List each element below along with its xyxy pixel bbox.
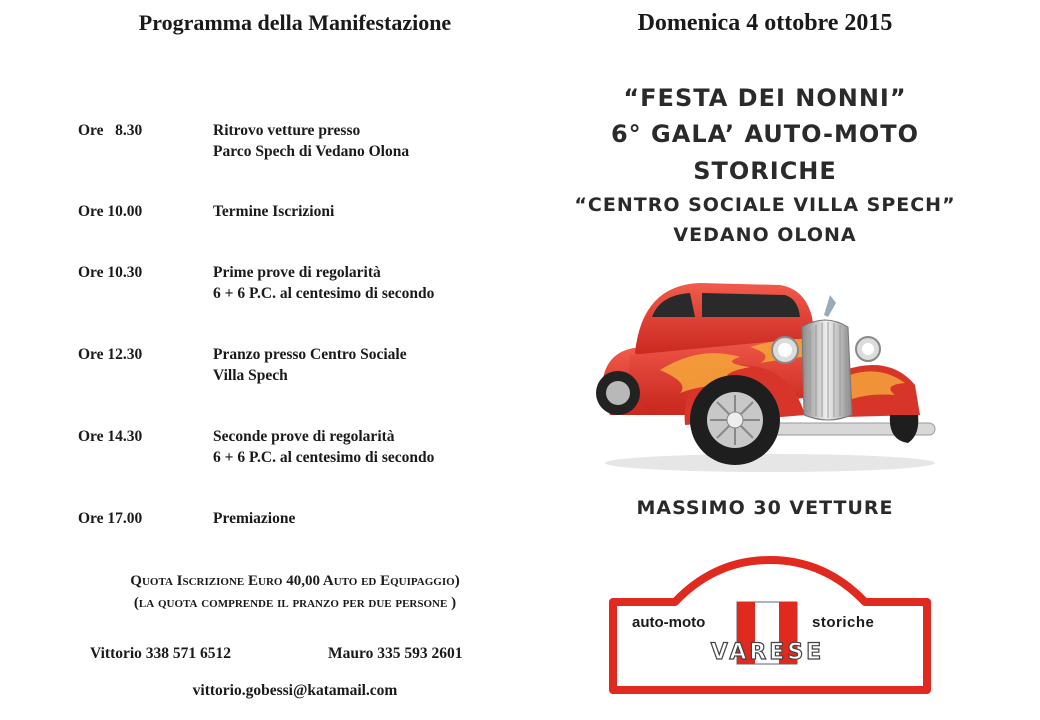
fee-includes-note: (la quota comprende il pranzo per due persone ) (133, 595, 457, 611)
title-line: “CENTRO SOCIALE VILLA SPECH” (574, 194, 956, 216)
schedule-line: Villa Spech (213, 367, 288, 384)
schedule-description (213, 344, 543, 386)
max-cars-notice: MASSIMO 30 VETTURE (636, 497, 894, 519)
vintage-car-illustration (590, 275, 940, 475)
contact-vittorio: Vittorio 338 571 6512 (90, 645, 232, 662)
contact-mauro: Mauro 335 593 2601 (328, 645, 463, 662)
schedule-description (213, 120, 543, 162)
title-line: 6° GALA’ AUTO-MOTO (610, 120, 920, 148)
schedule-line: Parco Spech di Vedano Olona (213, 143, 410, 160)
schedule-time: Ore 10.30 (78, 264, 143, 281)
event-title (540, 80, 990, 250)
schedule-line: Premiazione (213, 510, 296, 527)
title-line: VEDANO OLONA (673, 224, 857, 246)
schedule-line: 6 + 6 P.C. al centesimo di secondo (213, 285, 435, 302)
schedule-line: Prime prove di regolarità (213, 264, 381, 281)
logo-text-varese: VARESE (710, 640, 825, 665)
schedule-line: Seconde prove di regolarità (213, 428, 395, 445)
schedule-time: Ore 14.30 (78, 428, 143, 445)
schedule-time: Ore 10.00 (78, 203, 143, 220)
program-title: Programma della Manifestazione (138, 10, 452, 35)
schedule-description (213, 262, 543, 304)
schedule-description (213, 201, 543, 222)
title-line: STORICHE (693, 157, 837, 185)
schedule-line: 6 + 6 P.C. al centesimo di secondo (213, 449, 435, 466)
schedule-description (213, 508, 543, 529)
contact-email[interactable]: vittorio.gobessi@katamail.com (192, 682, 398, 699)
schedule-time: Ore 8.30 (78, 122, 143, 139)
logo-text-storiche: storiche (812, 614, 875, 631)
event-date: Domenica 4 ottobre 2015 (637, 10, 893, 36)
schedule-line: Pranzo presso Centro Sociale (213, 346, 407, 363)
logo-text-auto-moto: auto-moto (632, 614, 706, 631)
schedule-line: Termine Iscrizioni (213, 203, 335, 220)
schedule-line: Ritrovo vetture presso (213, 122, 361, 139)
schedule-time: Ore 17.00 (78, 510, 143, 527)
schedule-description (213, 426, 543, 468)
registration-fee: Quota Iscrizione Euro 40,00 Auto ed Equipaggio) (130, 573, 460, 589)
schedule-time: Ore 12.30 (78, 346, 143, 363)
registration-fee-note (60, 570, 530, 614)
title-line: “FESTA DEI NONNI” (623, 84, 907, 112)
